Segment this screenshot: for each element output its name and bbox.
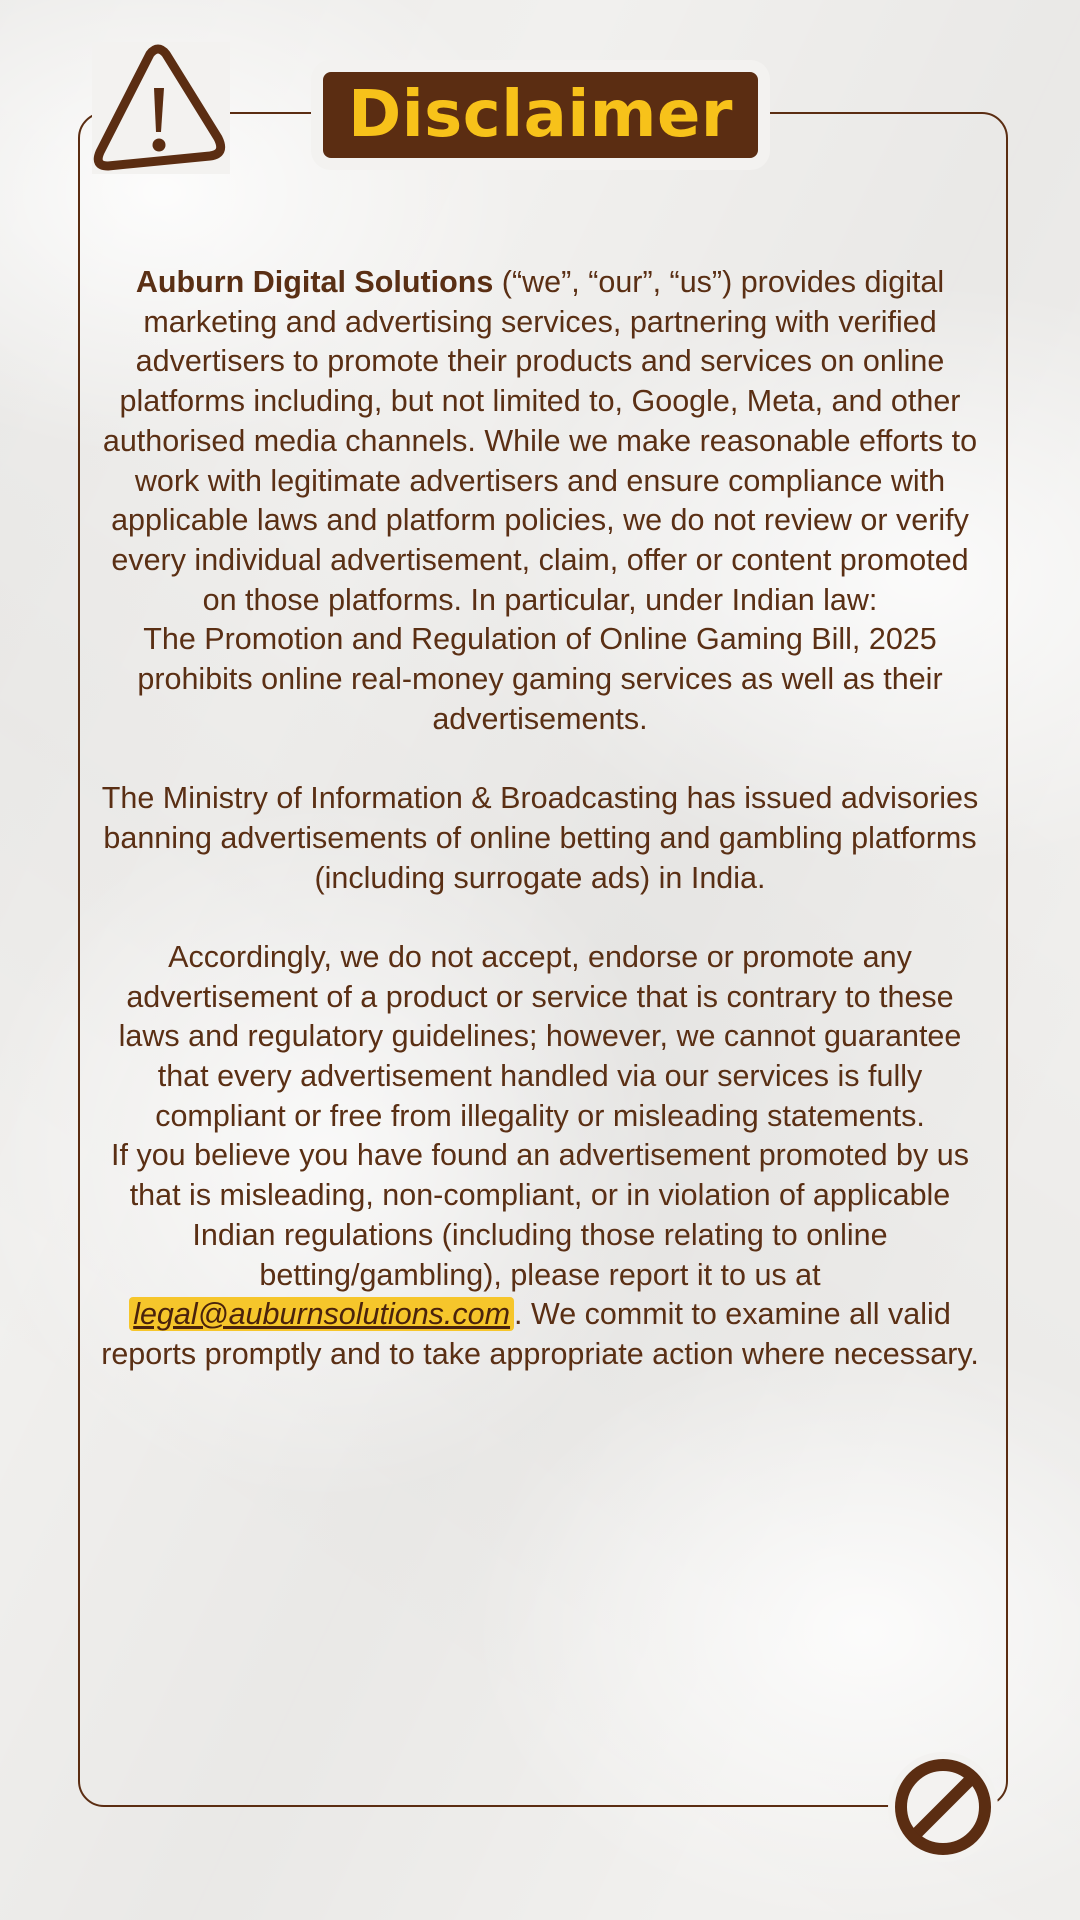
page-title: Disclaimer	[348, 78, 733, 152]
ministry-paragraph: The Ministry of Information & Broadcasting has issued advisories banning advertisements of online betting and gambling platforms (including surrogate ads) in India.	[101, 781, 979, 895]
intro-text: (“we”, “our”, “us”) provides digital marketing and advertising services, partnering with verified advertisers to promote their products and services on online platforms including, but not limited to, Google, Meta, and other authorised media channels. While we make reasonable efforts to work with legitimate advertisers and ensure compliance with applicable laws and platform policies, we do not review or verify every individual advertisement, claim, offer or content promoted on those platforms. In particular, under Indian law:	[102, 265, 978, 617]
prohibited-sign-icon	[888, 1752, 998, 1862]
warning-triangle-icon	[92, 42, 230, 174]
accordingly-paragraph: Accordingly, we do not accept, endorse or promote any advertisement of a product or service that is contrary to these laws and regulatory guidelines; however, we cannot guarantee that every advertisement handled via our services is fully compliant or free from illegality or misleading statements.	[118, 939, 962, 1133]
disclaimer-body	[100, 263, 980, 1375]
email-link[interactable]: legal@auburnsolutions.com	[129, 1297, 514, 1331]
intro-paragraph	[100, 263, 980, 620]
law-bill-paragraph: The Promotion and Regulation of Online Gaming Bill, 2025 prohibits online real-money gaming services as well as their advertisements.	[137, 622, 943, 736]
report-paragraph	[100, 1136, 980, 1374]
title-banner	[323, 72, 758, 158]
report-text-after: . We commit to examine all valid reports promptly and to take appropriate action where necessary.	[101, 1297, 979, 1371]
report-text-before: If you believe you have found an advertisement promoted by us that is misleading, non-compliant, or in violation of applicable Indian regulations (including those relating to online betting/gambling), please report it to us at	[111, 1138, 969, 1292]
paragraph-gap	[100, 739, 980, 779]
paragraph-gap	[100, 898, 980, 938]
company-name: Auburn Digital Solutions	[135, 265, 494, 299]
